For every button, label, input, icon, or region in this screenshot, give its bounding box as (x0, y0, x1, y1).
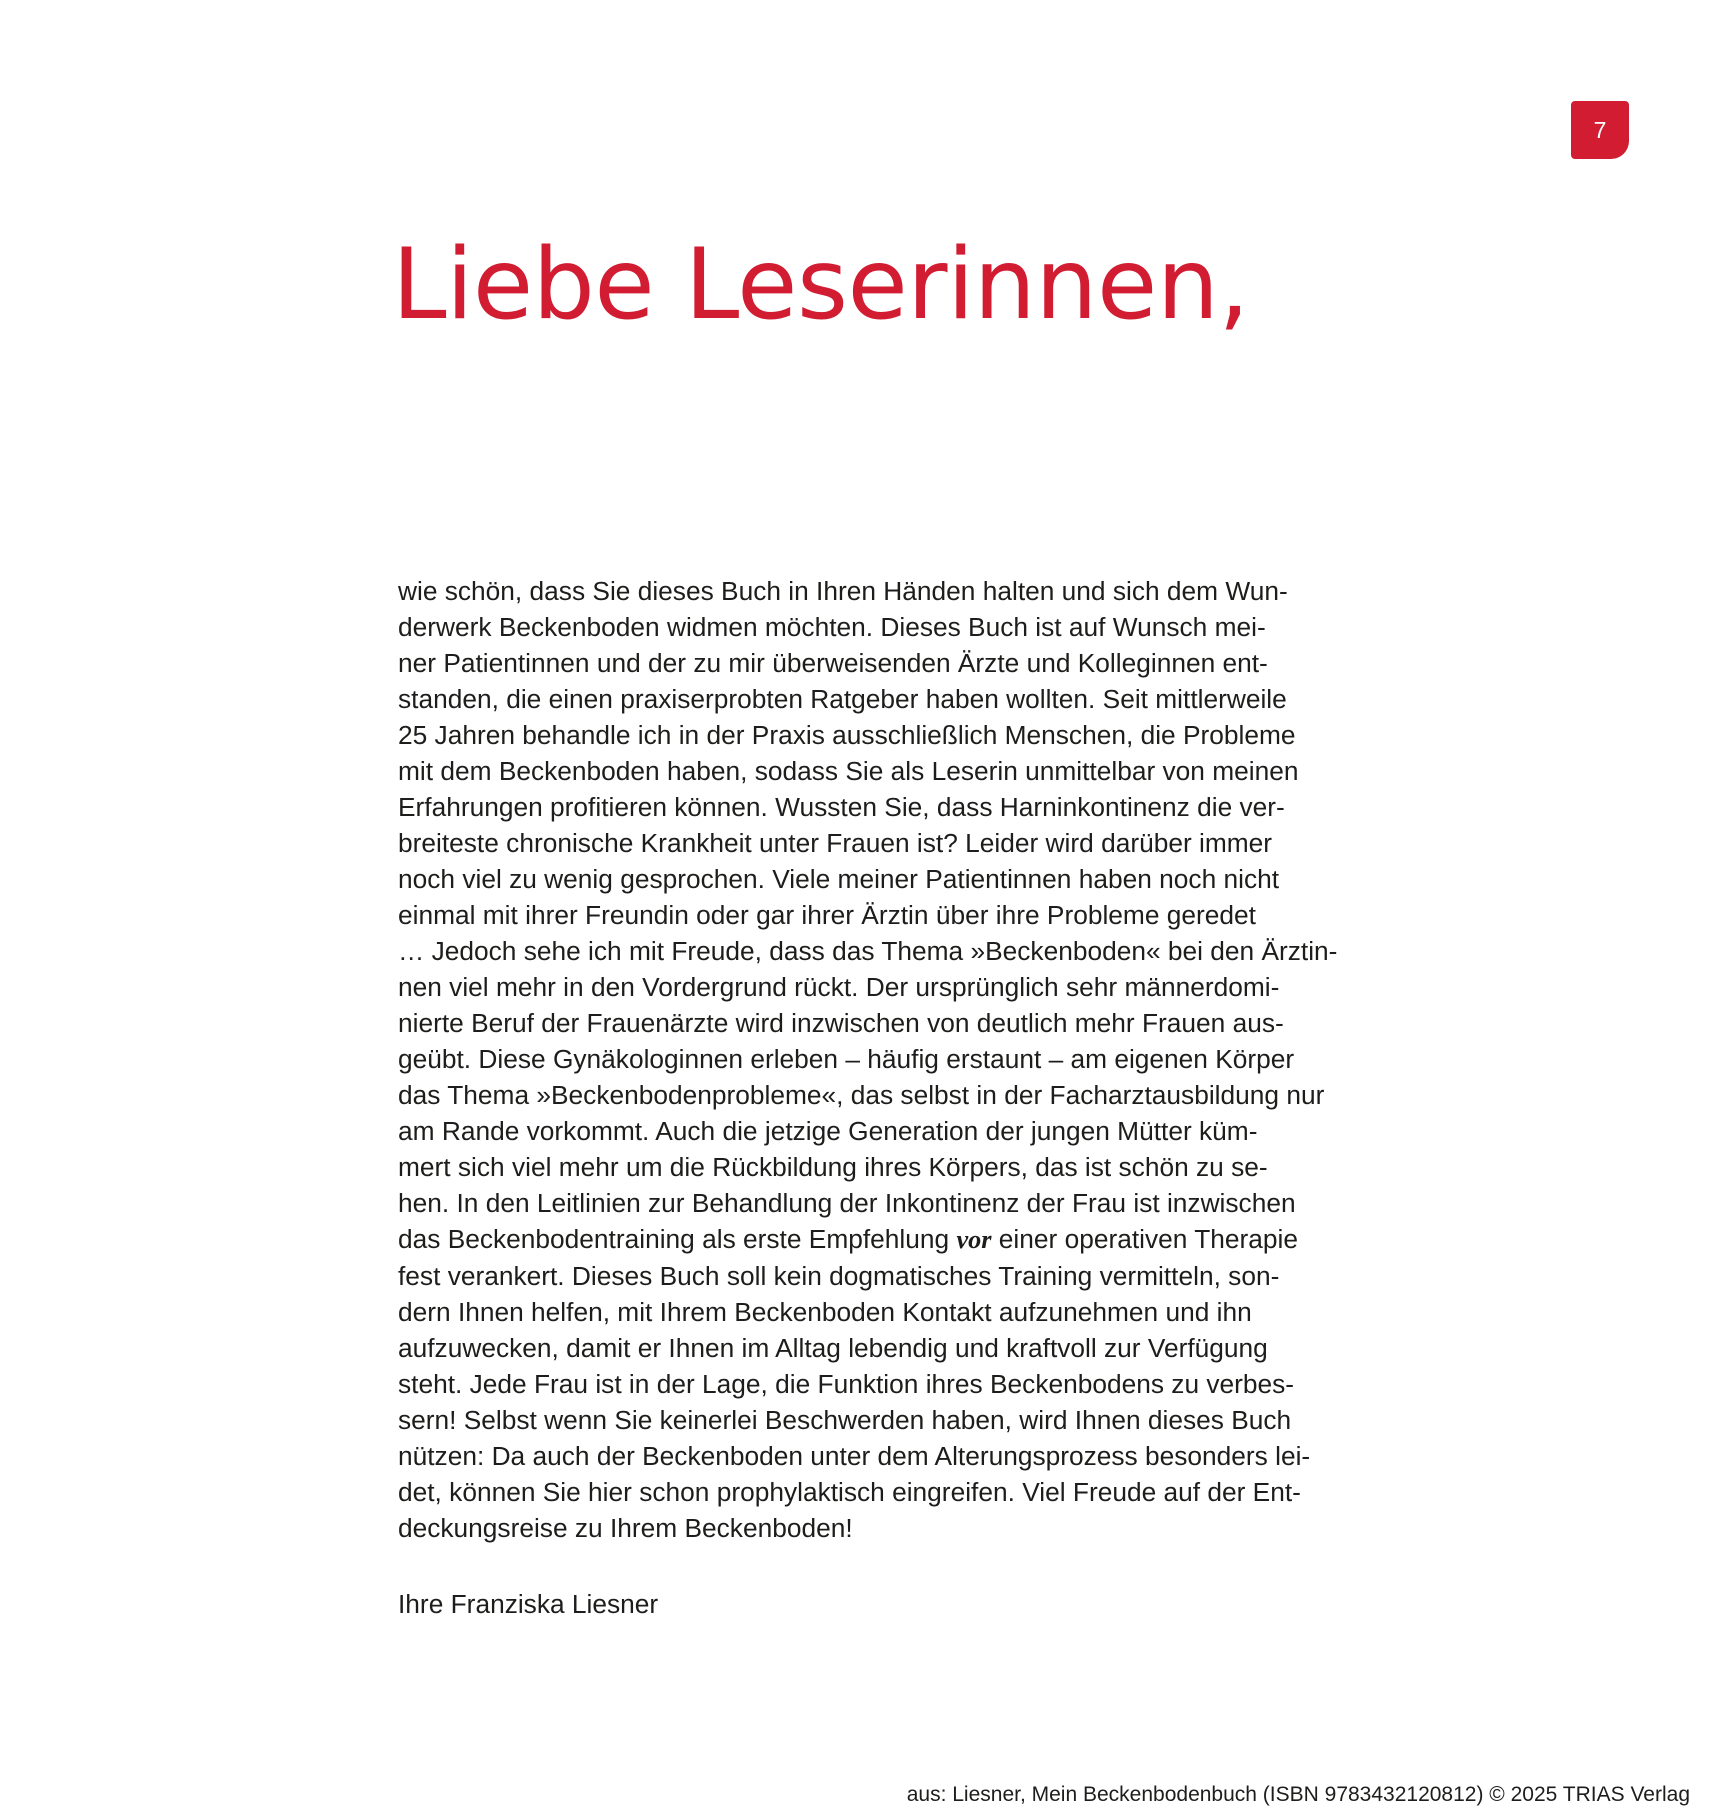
footer-source: aus: Liesner, Mein Beckenbodenbuch (ISBN 9783432120812) © 2025 TRIAS Verlag (906, 1783, 1690, 1806)
letter-line: steht. Jede Frau ist in der Lage, die Funktion ihres Beckenbodens zu verbes- (398, 1369, 1295, 1399)
letter-line: dern Ihnen helfen, mit Ihrem Beckenboden Kontakt aufzunehmen und ihn (398, 1297, 1252, 1327)
letter-line: einmal mit ihrer Freundin oder gar ihrer Ärztin über ihre Probleme geredet (398, 900, 1256, 930)
letter-line: breiteste chronische Krankheit unter Frauen ist? Leider wird darüber immer (398, 828, 1273, 858)
signature: Ihre Franziska Liesner (398, 1589, 659, 1619)
letter-line: nützen: Da auch der Beckenboden unter dem Alterungsprozess besonders lei- (398, 1441, 1311, 1471)
letter-line: am Rande vorkommt. Auch die jetzige Generation der jungen Mütter küm- (398, 1116, 1258, 1146)
letter-line: hen. In den Leitlinien zur Behandlung der Inkontinenz der Frau ist inzwischen (398, 1188, 1296, 1218)
letter-body (398, 573, 1338, 1546)
letter-line: det, können Sie hier schon prophylaktisch eingreifen. Viel Freude auf der Ent- (398, 1477, 1301, 1507)
letter-line: 25 Jahren behandle ich in der Praxis ausschließlich Menschen, die Probleme (398, 720, 1296, 750)
letter-line: wie schön, dass Sie dieses Buch in Ihren Händen halten und sich dem Wun- (398, 576, 1288, 606)
letter-line: nierte Beruf der Frauenärzte wird inzwischen von deutlich mehr Frauen aus- (398, 1008, 1284, 1038)
letter-line: Erfahrungen profitieren können. Wussten Sie, dass Harninkontinenz die ver- (398, 792, 1285, 822)
letter-line: … Jedoch sehe ich mit Freude, dass das Thema »Beckenboden« bei den Ärztin- (398, 936, 1338, 966)
letter-line-part: einer operativen Therapie (991, 1224, 1299, 1254)
letter-line: mit dem Beckenboden haben, sodass Sie als Leserin unmittelbar von meinen (398, 756, 1299, 786)
letter-line-with-emphasis (398, 1221, 1298, 1258)
letter-line: standen, die einen praxiserprobten Ratgeber haben wollten. Seit mittlerweile (398, 684, 1287, 714)
emphasized-word: vor (956, 1225, 992, 1254)
letter-line: noch viel zu wenig gesprochen. Viele meiner Patientinnen haben noch nicht (398, 864, 1280, 894)
letter-line: ner Patientinnen und der zu mir überweisenden Ärzte und Kolleginnen ent- (398, 648, 1268, 678)
letter-line: geübt. Diese Gynäkologinnen erleben – häufig erstaunt – am eigenen Körper (398, 1044, 1295, 1074)
letter-line: das Thema »Beckenbodenprobleme«, das selbst in der Facharztausbildung nur (398, 1080, 1325, 1110)
letter-line: aufzuwecken, damit er Ihnen im Alltag lebendig und kraftvoll zur Verfügung (398, 1333, 1268, 1363)
page-number-badge: 7 (1571, 101, 1629, 159)
letter-line: fest verankert. Dieses Buch soll kein dogmatisches Training vermitteln, son- (398, 1261, 1280, 1291)
letter-line-part: das Beckenbodentraining als erste Empfehlung (398, 1224, 957, 1254)
letter-line: derwerk Beckenboden widmen möchten. Dieses Buch ist auf Wunsch mei- (398, 612, 1266, 642)
page-title: Liebe Leserinnen, (392, 228, 1250, 342)
letter-line: mert sich viel mehr um die Rückbildung ihres Körpers, das ist schön zu se- (398, 1152, 1268, 1182)
letter-line: nen viel mehr in den Vordergrund rückt. Der ursprünglich sehr männerdomi- (398, 972, 1280, 1002)
letter-line: sern! Selbst wenn Sie keinerlei Beschwerden haben, wird Ihnen dieses Buch (398, 1405, 1292, 1435)
letter-line: deckungsreise zu Ihrem Beckenboden! (398, 1513, 853, 1543)
